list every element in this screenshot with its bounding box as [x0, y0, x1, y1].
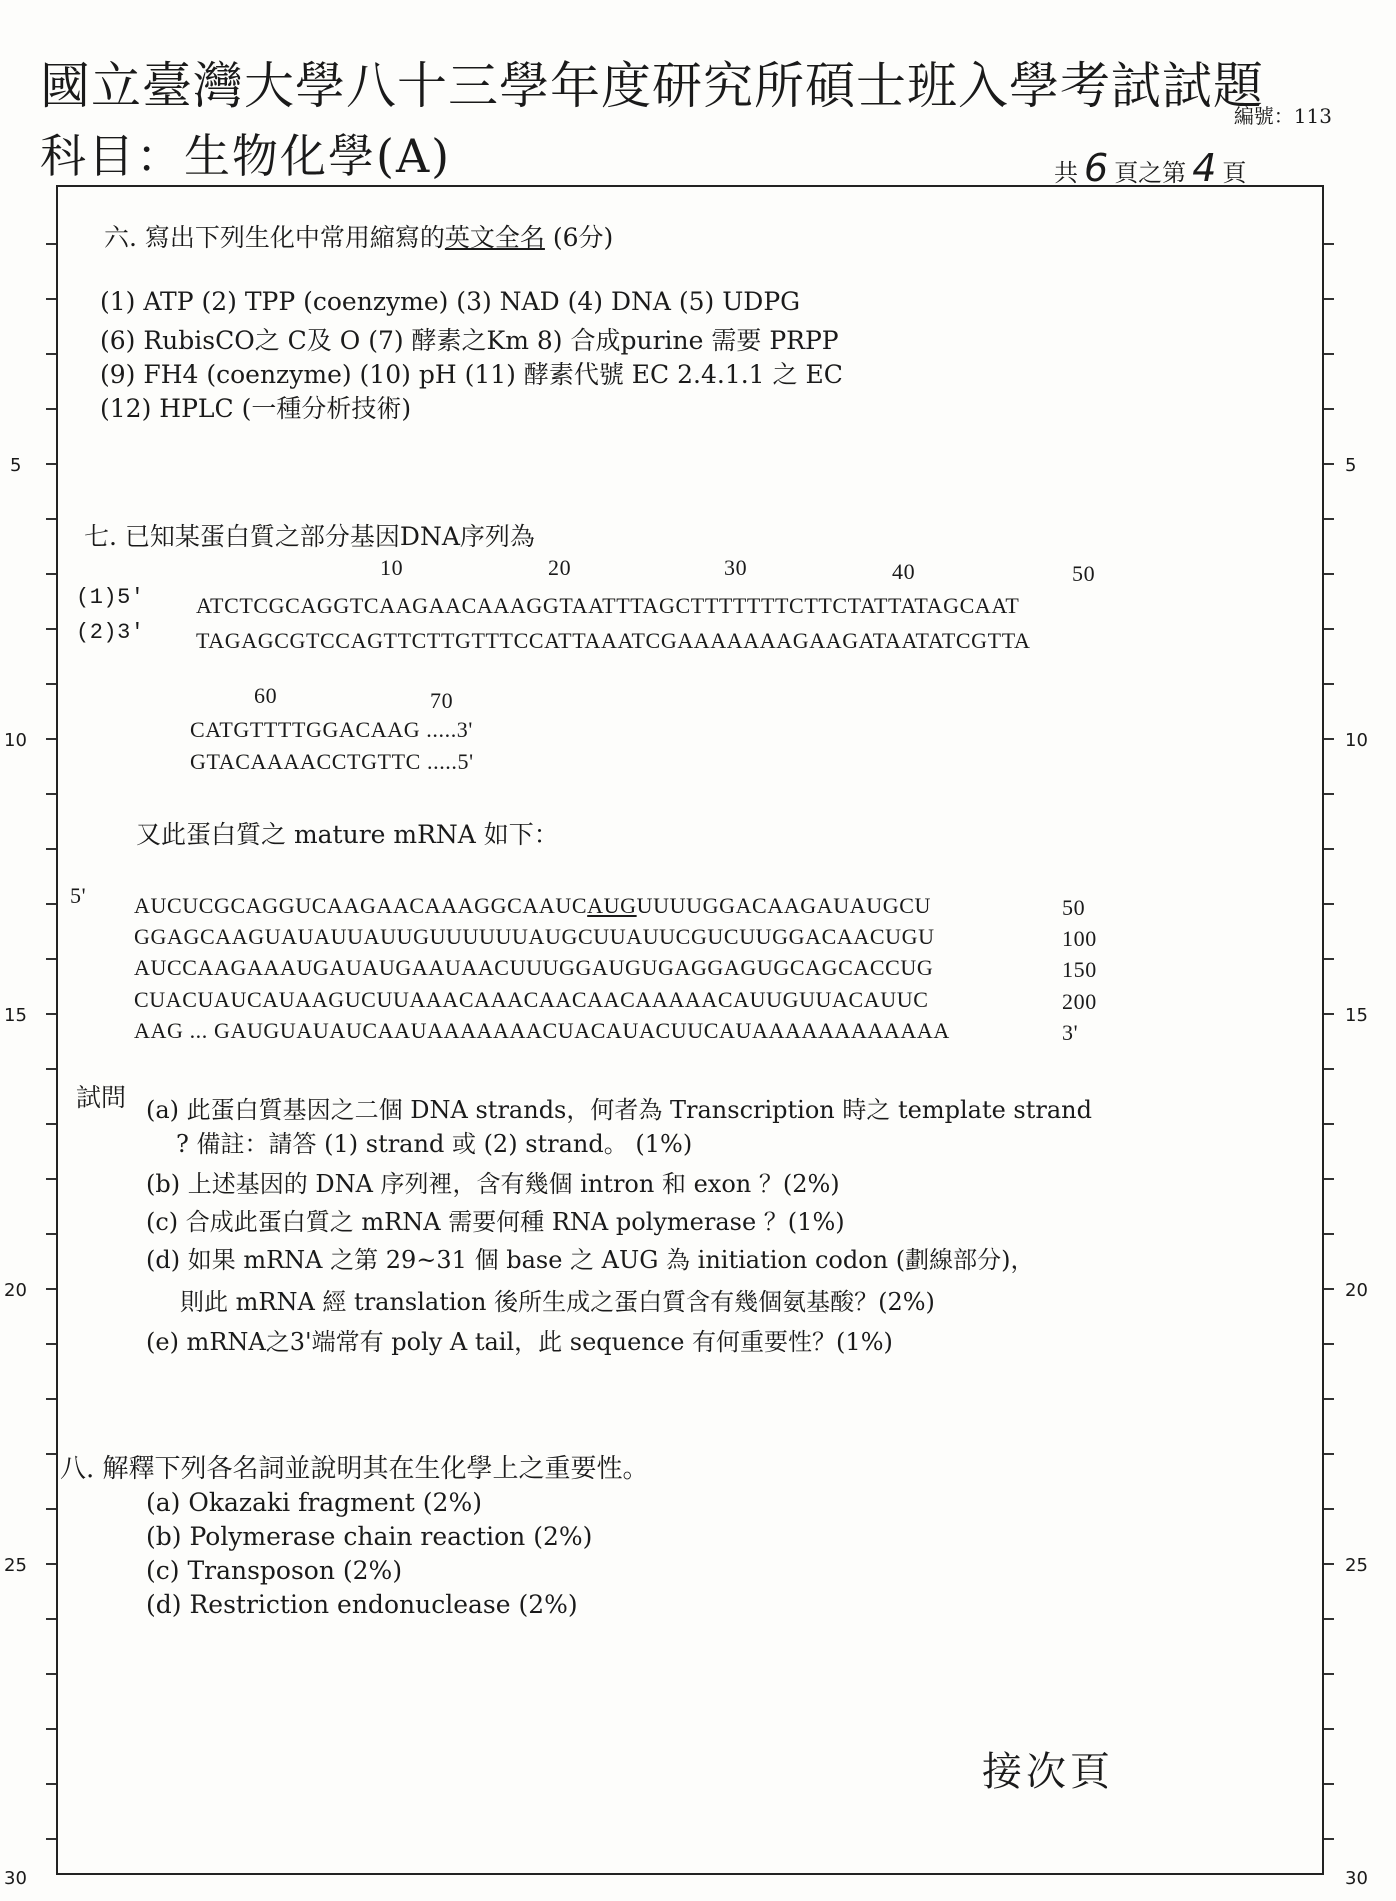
ruler-number: 30 [724, 555, 748, 580]
q8-heading: 八. 解釋下列各名詞並說明其在生化學上之重要性。 [60, 1454, 649, 1484]
margin-tick [1324, 1343, 1334, 1345]
margin-tick [46, 1178, 56, 1180]
q6-heading-pre: 六. 寫出下列生化中常用縮寫的 [104, 223, 445, 252]
page-indicator [1054, 146, 1246, 190]
margin-number-left: 25 [4, 1555, 27, 1576]
margin-tick [1324, 573, 1334, 575]
margin-tick [1324, 463, 1334, 465]
mrna-row1-pre: AUCUCGCAGGUCAAGAACAAAGGCAAUC [134, 893, 588, 918]
margin-tick [46, 683, 56, 685]
margin-tick [1324, 408, 1334, 410]
margin-tick [1324, 628, 1334, 630]
pages-current: 4 [1192, 146, 1217, 190]
q6-line: (1) ATP (2) TPP (coenzyme) (3) NAD (4) DNA (5) UDPG [100, 287, 801, 316]
exam-code: 編號：113 [1233, 104, 1332, 128]
ruler-number: 60 [254, 683, 278, 708]
mrna-row: CUACUAUCAUAAGUCUUAAACAAACAACAACAAAAACAUUGUUACAUUC [134, 987, 929, 1012]
question-d-cont: 則此 mRNA 經 translation 後所生成之蛋白質含有幾個氨基酸？(2%) [180, 1288, 935, 1316]
margin-tick [46, 1288, 56, 1290]
margin-tick [46, 463, 56, 465]
ruler-number: 20 [548, 555, 572, 580]
margin-tick [1324, 683, 1334, 685]
margin-tick [1324, 1728, 1334, 1730]
margin-tick [46, 1673, 56, 1675]
margin-tick [46, 958, 56, 960]
margin-tick [1324, 1398, 1334, 1400]
margin-tick [46, 518, 56, 520]
question-a-note: ? 備註：請答 (1) strand 或 (2) strand。 (1%) [176, 1130, 693, 1158]
ruler-number: 70 [430, 688, 454, 713]
margin-tick [46, 1728, 56, 1730]
margin-number-left: 20 [4, 1280, 27, 1301]
margin-number-left: 5 [10, 455, 22, 476]
margin-tick [1324, 848, 1334, 850]
margin-tick [46, 1453, 56, 1455]
dna-strand-2-end: GTACAAAACCTGTTC .....5' [190, 749, 474, 774]
margin-number-right: 10 [1345, 730, 1368, 751]
ruler-number: 50 [1072, 561, 1096, 586]
margin-tick [46, 1233, 56, 1235]
ask-label: 試問 [76, 1083, 127, 1112]
q6-heading-post: (6分) [544, 223, 614, 252]
subject-title: 科目：生物化學(A) [40, 129, 452, 183]
q6-heading [104, 218, 613, 254]
margin-tick [1324, 1453, 1334, 1455]
pages-mid: 頁之第 [1114, 159, 1187, 187]
margin-tick [46, 1398, 56, 1400]
mrna-row: AUCCAAGAAAUGAUAUGAAUAACUUUGGAUGUGAGGAGUGCAGCACCUG [134, 955, 934, 980]
margin-tick [1324, 1618, 1334, 1620]
margin-number-right: 20 [1345, 1280, 1368, 1301]
margin-tick [46, 848, 56, 850]
mrna-row1-post: UUUUGGACAAGAUAUGCU [636, 893, 931, 918]
margin-tick [46, 903, 56, 905]
margin-tick [1324, 1233, 1334, 1235]
margin-tick [1324, 1783, 1334, 1785]
q8-item: (a) Okazaki fragment (2%) [146, 1488, 482, 1517]
ruler-number: 10 [380, 555, 404, 580]
margin-number-right: 25 [1345, 1555, 1368, 1576]
dna-strand-1: ATCTCGCAGGTCAAGAACAAAGGTAATTTAGCTTTTTTTCTTCTATTATAGCAAT [196, 593, 1020, 618]
start-codon: AUG [587, 893, 637, 918]
question-e: (e) mRNA之3'端常有 poly A tail，此 sequence 有何重要性？(1%) [146, 1328, 893, 1356]
margin-tick [1324, 738, 1334, 740]
mrna-position: 100 [1062, 926, 1097, 951]
margin-tick [46, 1123, 56, 1125]
q6-line: (9) FH4 (coenzyme) (10) pH (11) 酵素代號 EC 2.4.1.1 之 EC [100, 360, 843, 389]
margin-tick [46, 1013, 56, 1015]
question-d: (d) 如果 mRNA 之第 29~31 個 base 之 AUG 為 initiation codon (劃線部分)， [146, 1246, 1035, 1274]
margin-tick [46, 1563, 56, 1565]
margin-tick [46, 628, 56, 630]
margin-number-left: 30 [4, 1868, 27, 1889]
margin-tick [1324, 1508, 1334, 1510]
margin-tick [1324, 1673, 1334, 1675]
mrna-row [134, 893, 931, 919]
margin-tick [1324, 1838, 1334, 1840]
q6-line: (12) HPLC (一種分析技術) [100, 394, 412, 423]
question-b: (b) 上述基因的 DNA 序列裡，含有幾個 intron 和 exon ？(2%) [146, 1170, 840, 1198]
margin-tick [1324, 1288, 1334, 1290]
margin-number-left: 10 [4, 730, 27, 751]
margin-tick [1324, 793, 1334, 795]
margin-tick [46, 408, 56, 410]
margin-tick [46, 1783, 56, 1785]
q6-line: (6) RubisCO之 C及 O (7) 酵素之Km 8) 合成purine 需要 PRPP [100, 326, 839, 355]
margin-tick [46, 793, 56, 795]
mrna-intro: 又此蛋白質之 mature mRNA 如下： [136, 820, 559, 849]
mrna-row: AAG ... GAUGUAUAUCAAUAAAAAAACUACAUACUUCAUAAAAAAAAAAAA [134, 1018, 950, 1043]
margin-tick [1324, 518, 1334, 520]
question-c: (c) 合成此蛋白質之 mRNA 需要何種 RNA polymerase ？(1%) [146, 1208, 845, 1236]
margin-number-right: 15 [1345, 1005, 1368, 1026]
q8-item: (c) Transposon (2%) [146, 1556, 403, 1585]
margin-tick [46, 1838, 56, 1840]
strand1-label: (1)5' [76, 585, 145, 610]
strand2-label: (2)3' [76, 620, 145, 645]
q6-heading-underlined: 英文全名 [444, 223, 545, 252]
q7-heading: 七. 已知某蛋白質之部分基因DNA序列為 [84, 522, 535, 551]
margin-tick [46, 1508, 56, 1510]
margin-tick [46, 298, 56, 300]
q8-item: (d) Restriction endonuclease (2%) [146, 1590, 578, 1619]
ruler-number: 40 [892, 559, 916, 584]
dna-strand-1-end: CATGTTTTGGACAAG .....3' [190, 717, 473, 742]
margin-tick [46, 738, 56, 740]
margin-tick [1324, 1563, 1334, 1565]
mrna-position: 50 [1062, 895, 1086, 920]
margin-tick [46, 353, 56, 355]
margin-tick [1324, 1178, 1334, 1180]
margin-tick [46, 1343, 56, 1345]
margin-tick [46, 1618, 56, 1620]
margin-number-left: 15 [4, 1005, 27, 1026]
margin-tick [1324, 1013, 1334, 1015]
q8-item: (b) Polymerase chain reaction (2%) [146, 1522, 593, 1551]
pages-pre: 共 [1054, 159, 1078, 187]
margin-tick [46, 1068, 56, 1070]
margin-tick [1324, 353, 1334, 355]
margin-tick [1324, 298, 1334, 300]
dna-strand-2: TAGAGCGTCCAGTTCTTGTTTCCATTAAATCGAAAAAAAGAAGATAATATCGTTA [196, 628, 1031, 653]
pages-post: 頁 [1222, 159, 1247, 187]
margin-number-right: 5 [1345, 455, 1357, 476]
mrna-label: 5' [70, 883, 87, 908]
margin-tick [46, 573, 56, 575]
margin-number-right: 30 [1345, 1868, 1368, 1889]
margin-tick [1324, 958, 1334, 960]
margin-tick [1324, 903, 1334, 905]
mrna-position: 3' [1062, 1020, 1079, 1045]
exam-title: 國立臺灣大學八十三學年度研究所碩士班入學考試試題 [40, 57, 1264, 115]
question-a: (a) 此蛋白質基因之二個 DNA strands，何者為 Transcription 時之 template strand [146, 1096, 1092, 1124]
margin-tick [46, 243, 56, 245]
mrna-row: GGAGCAAGUAUAUUAUUGUUUUUUAUGCUUAUUCGUCUUGGACAACUGU [134, 924, 935, 949]
margin-tick [1324, 243, 1334, 245]
margin-tick [1324, 1123, 1334, 1125]
mrna-position: 200 [1062, 989, 1097, 1014]
margin-tick [1324, 1068, 1334, 1070]
pages-total: 6 [1084, 146, 1109, 190]
mrna-position: 150 [1062, 957, 1097, 982]
continued-note: 接次頁 [982, 1749, 1114, 1795]
